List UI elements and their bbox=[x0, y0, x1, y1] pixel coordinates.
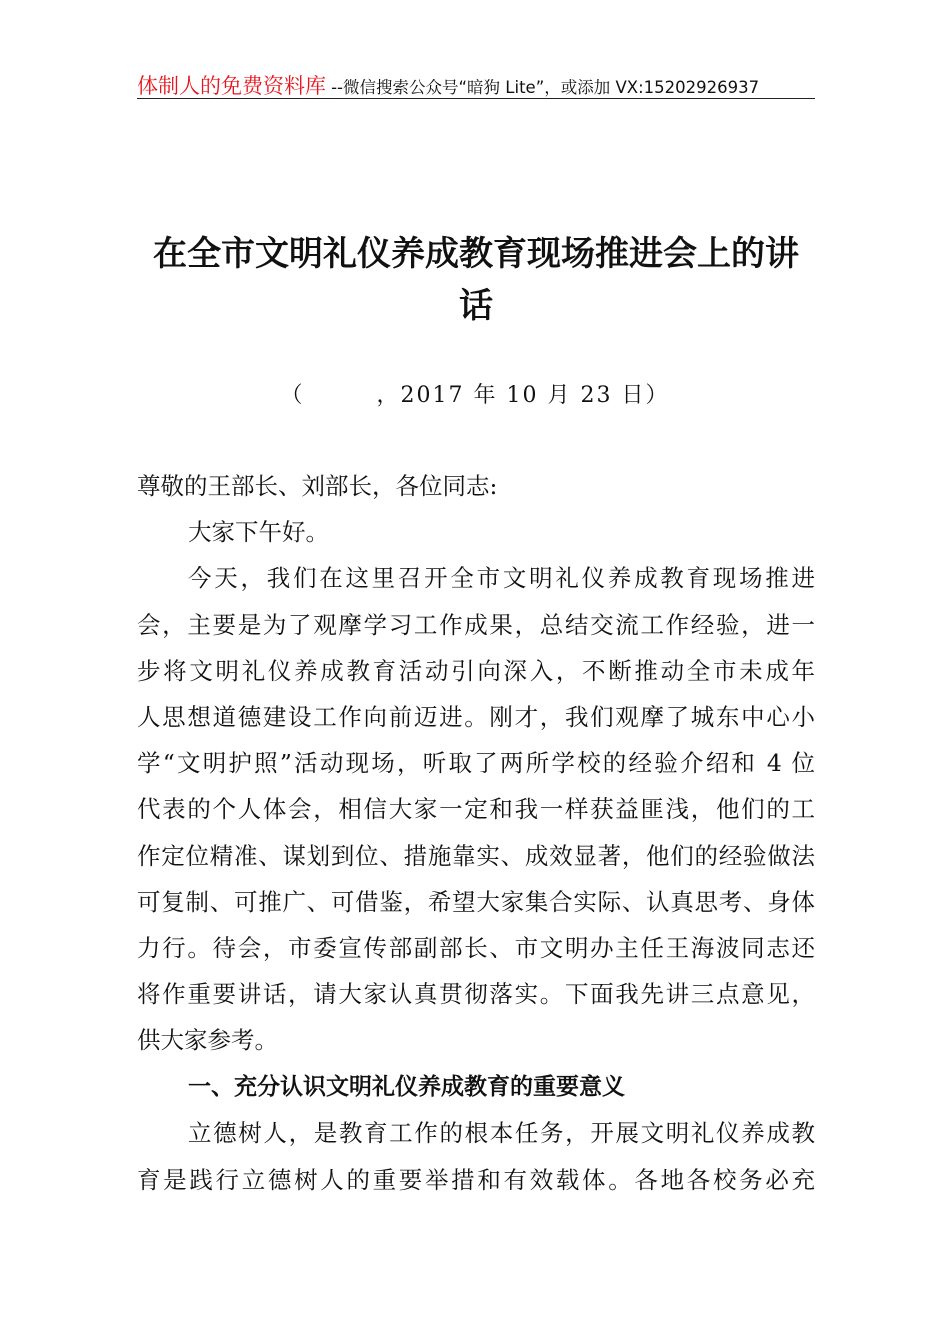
header-note: --微信搜索公众号“暗狗 Lite”，或添加 VX:15202926937 bbox=[331, 78, 760, 97]
paragraph-line: 立德树人，是教育工作的根本任务，开展文明礼仪养成教 bbox=[188, 1119, 815, 1147]
paragraph-line: 作定位精准、谋划到位、措施靠实、成效显著，他们的经验做法 bbox=[137, 842, 815, 870]
document-title-cont: 话 bbox=[459, 286, 493, 326]
document-title: 在全市文明礼仪养成教育现场推进会上的讲 bbox=[153, 234, 799, 274]
paragraph-line: 育是践行立德树人的重要举措和有效载体。各地各校务必充 bbox=[137, 1166, 815, 1194]
paragraph-line: 供大家参考。 bbox=[137, 1026, 278, 1054]
page-header bbox=[137, 70, 815, 99]
header-brand: 体制人的免费资料库 bbox=[137, 74, 326, 98]
document-date: （ ，2017 年 10 月 23 日） bbox=[280, 383, 670, 408]
section-heading: 一、充分认识文明礼仪养成教育的重要意义 bbox=[188, 1074, 625, 1100]
paragraph-line: 学“文明护照”活动现场，听取了两所学校的经验介绍和 4 位 bbox=[137, 749, 815, 777]
paragraph-line: 人思想道德建设工作向前迈进。刚才，我们观摩了城东中心小 bbox=[137, 703, 815, 731]
salutation: 尊敬的王部长、刘部长，各位同志: bbox=[137, 472, 498, 500]
paragraph-line: 将作重要讲话，请大家认真贯彻落实。下面我先讲三点意见， bbox=[137, 980, 815, 1008]
paragraph-line: 今天，我们在这里召开全市文明礼仪养成教育现场推进 bbox=[188, 564, 815, 592]
paragraph-line: 会，主要是为了观摩学习工作成果，总结交流工作经验，进一 bbox=[137, 611, 815, 639]
paragraph-line: 可复制、可推广、可借鉴，希望大家集合实际、认真思考、身体 bbox=[137, 888, 815, 916]
paragraph-line: 力行。待会，市委宣传部副部长、市文明办主任王海波同志还 bbox=[137, 934, 815, 962]
greeting: 大家下午好。 bbox=[188, 518, 329, 546]
paragraph-line: 代表的个人体会，相信大家一定和我一样获益匪浅，他们的工 bbox=[137, 795, 815, 823]
paragraph-line: 步将文明礼仪养成教育活动引向深入，不断推动全市未成年 bbox=[137, 657, 815, 685]
